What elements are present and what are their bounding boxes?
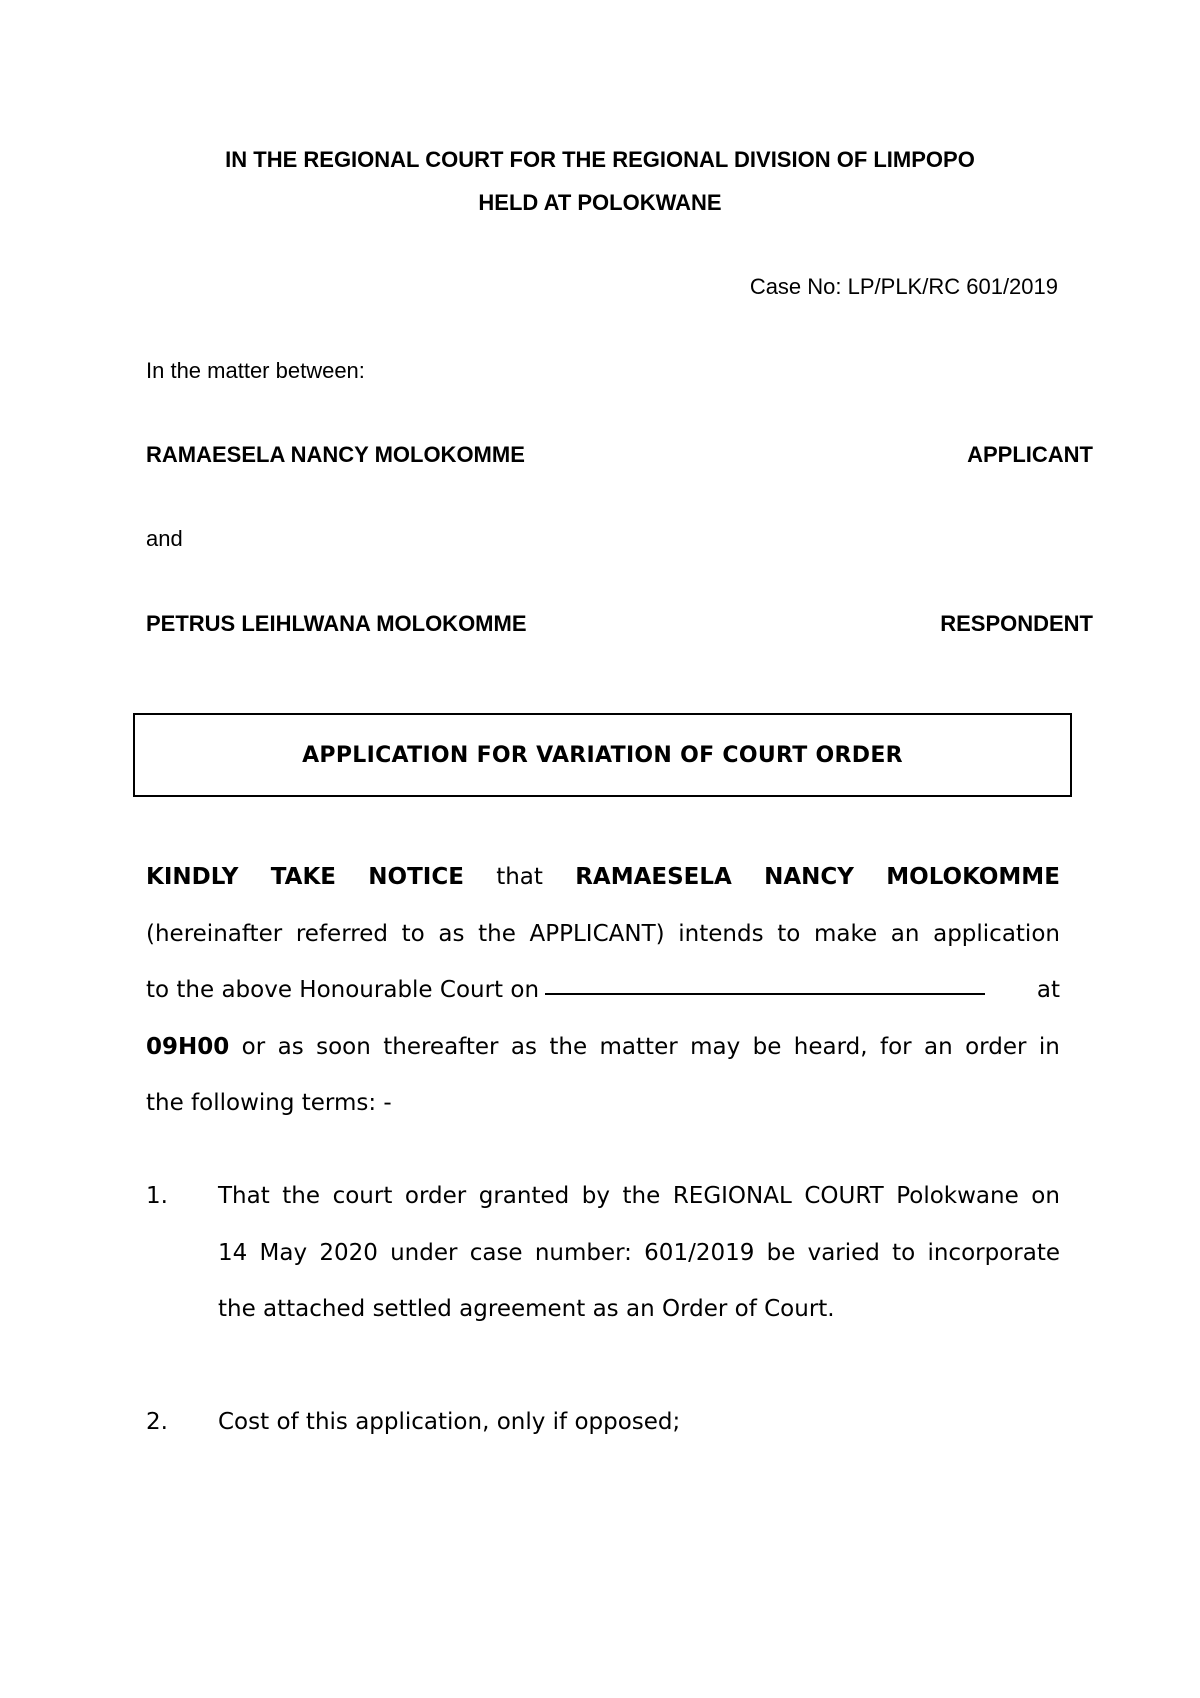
term-line <box>218 1168 1060 1225</box>
term-item-1 <box>146 1168 1060 1338</box>
notice-word: order <box>965 1033 1027 1060</box>
term-word: That <box>218 1183 270 1209</box>
notice-word: heard, <box>793 1033 868 1060</box>
term-text <box>218 1168 1060 1338</box>
respondent-role: RESPONDENT <box>940 611 1093 636</box>
respondent-row <box>146 611 1093 637</box>
notice-word: to <box>401 920 425 947</box>
court-location: HELD AT POLOKWANE <box>478 190 722 215</box>
term-line <box>218 1394 1060 1451</box>
term-word: 14 <box>218 1239 248 1266</box>
term-word: order <box>404 1183 467 1209</box>
term-word: the <box>622 1183 661 1209</box>
notice-word: soon <box>316 1033 371 1060</box>
term-word: court <box>332 1183 393 1209</box>
conjunction: and <box>146 526 183 551</box>
term-word: May <box>259 1239 308 1266</box>
notice-line-4 <box>146 1019 1060 1076</box>
notice-word: to <box>777 920 801 947</box>
notice-text: the following terms: - <box>146 1090 392 1116</box>
notice-word: in <box>1038 1033 1060 1060</box>
notice-paragraph <box>146 849 1060 1132</box>
notice-word: referred <box>295 920 388 947</box>
notice-line-5 <box>146 1075 1060 1132</box>
notice-word: may <box>690 1033 741 1060</box>
notice-line-2 <box>146 906 1060 963</box>
notice-word: TAKE <box>270 864 336 890</box>
term-word: Polokwane <box>896 1183 1019 1209</box>
term-word: number: <box>534 1239 632 1266</box>
notice-word: an <box>924 1033 953 1060</box>
term-word: varied <box>807 1239 880 1266</box>
term-word: granted <box>478 1183 570 1209</box>
applicant-role: APPLICANT <box>967 442 1093 467</box>
notice-word: as <box>277 1033 304 1060</box>
notice-word: matter <box>599 1033 678 1060</box>
notice-word: that <box>496 864 543 890</box>
hearing-date-label: to the above Honourable Court on <box>146 977 540 1003</box>
document-title: APPLICATION FOR VARIATION OF COURT ORDER <box>302 742 903 768</box>
applicant-row <box>146 442 1093 468</box>
notice-word: KINDLY <box>146 864 239 890</box>
notice-line-3 <box>146 962 1060 1019</box>
term-word: the attached settled agreement as an Order of Court. <box>218 1296 835 1322</box>
respondent-name: PETRUS LEIHLWANA MOLOKOMME <box>146 611 527 636</box>
applicant-name: RAMAESELA NANCY MOLOKOMME <box>146 442 525 467</box>
term-line <box>218 1281 1060 1338</box>
court-heading: IN THE REGIONAL COURT FOR THE REGIONAL DIVISION OF LIMPOPO <box>225 147 975 172</box>
term-word: 601/2019 <box>644 1239 755 1266</box>
term-number: 2. <box>146 1409 168 1435</box>
term-word: Cost of this application, only if opposed; <box>218 1409 681 1435</box>
notice-word: the <box>549 1033 588 1060</box>
term-word: COURT <box>804 1183 884 1209</box>
notice-word: (hereinafter <box>146 920 283 947</box>
title-box <box>133 713 1072 797</box>
term-word: by <box>581 1183 610 1209</box>
notice-word: APPLICANT) <box>529 920 665 947</box>
term-text <box>218 1394 1060 1451</box>
notice-word: for <box>879 1033 912 1060</box>
notice-word: RAMAESELA <box>575 864 732 890</box>
term-word: the <box>282 1183 321 1209</box>
term-word: incorporate <box>927 1239 1060 1266</box>
term-word: REGIONAL <box>672 1183 792 1209</box>
notice-line-1 <box>146 849 1060 906</box>
notice-word: NANCY <box>764 864 854 890</box>
notice-word: MOLOKOMME <box>886 864 1060 890</box>
notice-word: make <box>813 920 878 947</box>
term-line <box>218 1225 1060 1282</box>
term-word: on <box>1031 1183 1060 1209</box>
notice-word: application <box>933 920 1060 947</box>
term-word: be <box>766 1239 796 1266</box>
notice-word: an <box>890 920 920 947</box>
notice-word: the <box>478 920 516 947</box>
notice-word: as <box>438 920 465 947</box>
notice-word: NOTICE <box>368 864 464 890</box>
term-word: case <box>469 1239 523 1266</box>
notice-word: thereafter <box>383 1033 499 1060</box>
term-word: 2020 <box>319 1239 378 1266</box>
notice-word: intends <box>678 920 764 947</box>
term-number: 1. <box>146 1183 168 1209</box>
hearing-time: 09H00 <box>146 1033 230 1060</box>
term-item-2 <box>146 1394 1060 1451</box>
term-word: to <box>892 1239 916 1266</box>
notice-word: be <box>752 1033 782 1060</box>
hearing-date-prompt <box>146 962 985 1019</box>
notice-word: or <box>241 1033 266 1060</box>
notice-word: as <box>510 1033 537 1060</box>
matter-between: In the matter between: <box>146 358 365 383</box>
term-word: under <box>390 1239 458 1266</box>
hearing-date-blank[interactable] <box>545 973 985 995</box>
case-number: Case No: LP/PLK/RC 601/2019 <box>749 274 1058 299</box>
notice-word: at <box>1036 977 1060 1003</box>
